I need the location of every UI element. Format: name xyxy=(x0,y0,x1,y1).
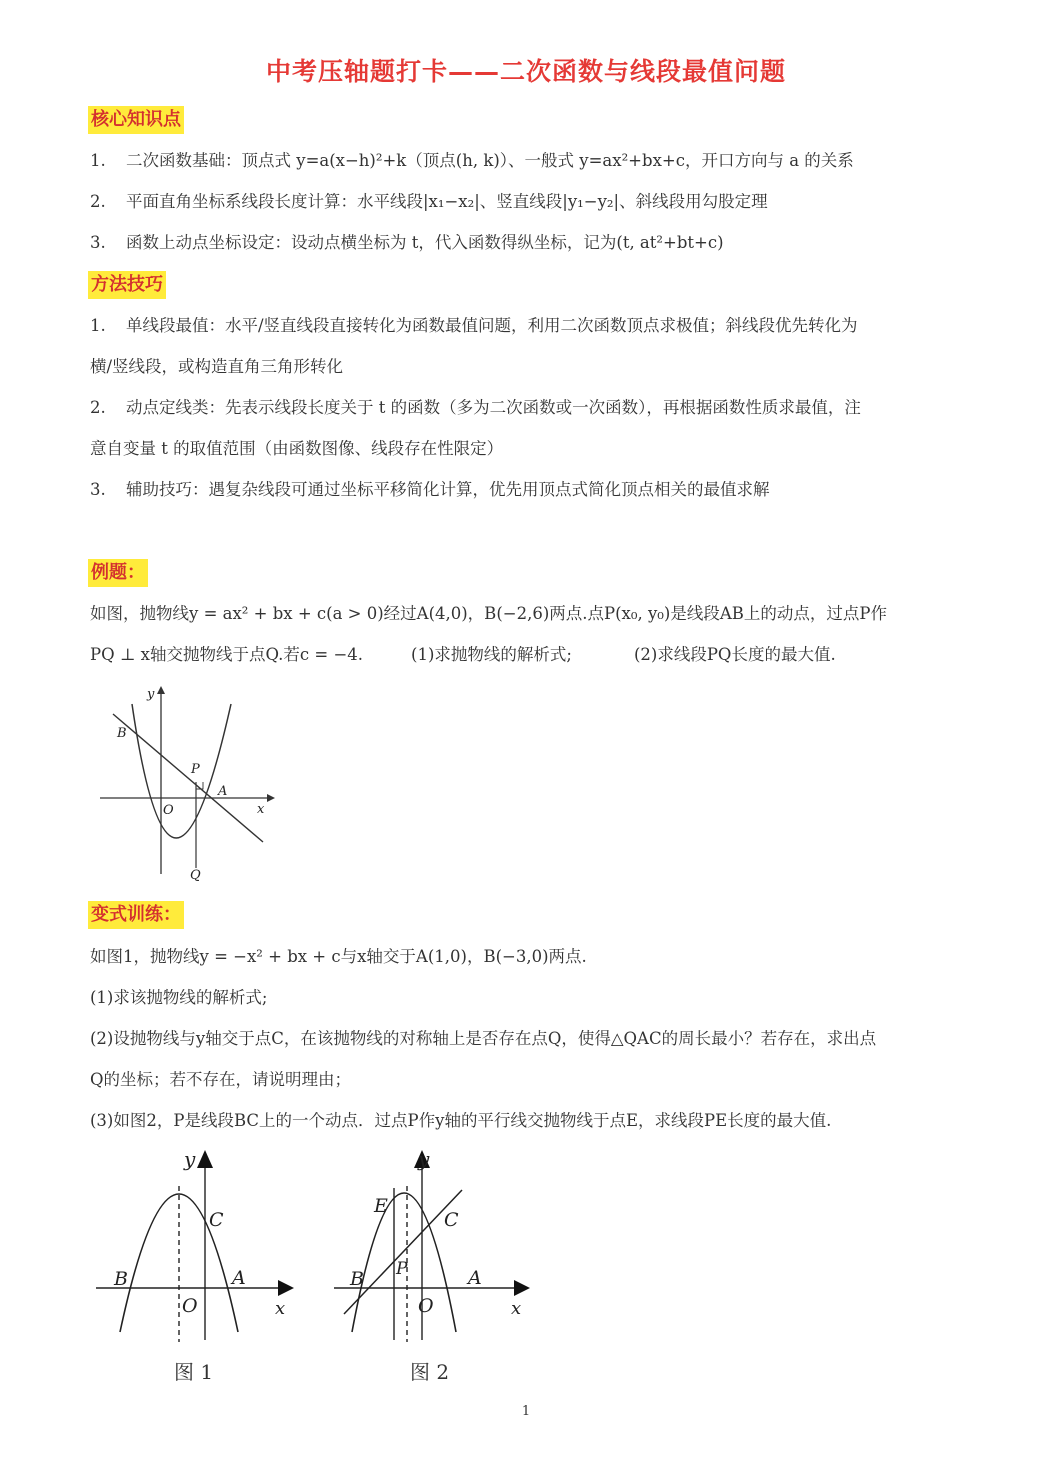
method-item-1-line1: 单线段最值：水平/竖直线段直接转化为函数最值问题，利用二次函数顶点求极值；斜线段优先转化为 xyxy=(126,316,858,335)
core-item-1-text: 二次函数基础：顶点式 y=a(x−h)²+k（顶点(h, k)）、一般式 y=ax²+bx+c，开口方向与 a 的关系 xyxy=(126,151,854,170)
example-y-arrow xyxy=(157,686,165,694)
fig1-x-arrow xyxy=(278,1280,294,1296)
example-line-2 xyxy=(90,644,836,666)
fig1-label-c: C xyxy=(209,1209,224,1231)
example-label-p: P xyxy=(191,762,200,777)
method-item-2-line1: 动点定线类：先表示线段长度关于 t 的函数（多为二次函数或一次函数），再根据函数性质求最值，注 xyxy=(126,398,861,417)
method-item-2-num: 2. xyxy=(90,398,106,417)
example-question-2: (2)求线段PQ长度的最大值. xyxy=(633,645,836,664)
fig2-label-a: A xyxy=(468,1267,482,1289)
practice-line-4: Q的坐标；若不存在，请说明理由； xyxy=(90,1070,352,1089)
method-item-3-line1: 辅助技巧：遇复杂线段可通过坐标平移简化计算，优先用顶点式简化顶点相关的最值求解 xyxy=(126,480,770,499)
page-title: 中考压轴题打卡——二次函数与线段最值问题 xyxy=(265,57,786,86)
fig2-x-arrow xyxy=(514,1280,530,1296)
example-label-b: B xyxy=(117,726,127,741)
section-example-heading: 例题： xyxy=(88,559,148,587)
fig1-y-arrow xyxy=(197,1150,213,1168)
fig2-label-o: O xyxy=(418,1295,434,1317)
example-line-2a: PQ ⊥ x轴交抛物线于点Q.若c = −4. xyxy=(90,645,364,664)
example-parabola xyxy=(132,704,231,838)
fig1-label-a: A xyxy=(232,1267,246,1289)
core-item-2-num: 2. xyxy=(90,192,106,211)
method-item-2-cont: 意自变量 t 的取值范围（由函数图像、线段存在性限定） xyxy=(90,439,504,458)
fig2-label-y: y xyxy=(418,1147,430,1171)
fig1-caption: 图 1 xyxy=(174,1360,214,1384)
example-label-a: A xyxy=(218,784,228,799)
fig1-label-o: O xyxy=(182,1295,198,1317)
core-item-3-num: 3. xyxy=(90,233,106,252)
fig2-label-p: P xyxy=(396,1259,408,1279)
practice-figure-1 xyxy=(92,1144,302,1344)
method-item-1 xyxy=(90,315,858,337)
fig2-caption: 图 2 xyxy=(410,1360,450,1384)
section-core-heading: 核心知识点 xyxy=(88,106,184,134)
example-label-x: x xyxy=(257,802,265,817)
method-item-3 xyxy=(90,479,770,501)
core-item-3-text: 函数上动点坐标设定：设动点横坐标为 t，代入函数得纵坐标，记为(t, at²+bt+c) xyxy=(126,233,724,252)
practice-line-5: (3)如图2，P是线段BC上的一个动点．过点P作y轴的平行线交抛物线于点E，求线段PE长度的最大值. xyxy=(90,1111,832,1130)
section-practice-heading: 变式训练： xyxy=(88,901,184,929)
example-line-ab xyxy=(113,714,263,842)
core-item-1 xyxy=(90,150,854,172)
example-label-y: y xyxy=(147,687,155,702)
core-item-2-text: 平面直角坐标系线段长度计算：水平线段|x₁−x₂|、竖直线段|y₁−y₂|、斜线段用勾股定理 xyxy=(126,192,768,211)
method-item-3-num: 3. xyxy=(90,480,106,499)
example-line-1: 如图，抛物线y = ax² + bx + c(a > 0)经过A(4,0)，B(−2,6)两点.点P(x₀, y₀)是线段AB上的动点，过点P作 xyxy=(90,604,887,623)
example-label-q: Q xyxy=(190,868,201,882)
example-label-o: O xyxy=(163,803,174,818)
practice-line-1: 如图1，抛物线y = −x² + bx + c与x轴交于A(1,0)，B(−3,0)两点. xyxy=(90,947,587,966)
method-item-1-num: 1. xyxy=(90,316,106,335)
practice-line-3: (2)设抛物线与y轴交于点C，在该抛物线的对称轴上是否存在点Q，使得△QAC的周长最小？若存在，求出点 xyxy=(90,1029,877,1048)
example-figure xyxy=(95,682,280,882)
fig2-label-e: E xyxy=(374,1195,388,1217)
practice-line-2: (1)求该抛物线的解析式; xyxy=(90,988,268,1007)
fig1-label-x: x xyxy=(275,1298,286,1319)
core-item-1-num: 1. xyxy=(90,151,106,170)
practice-figure-2 xyxy=(330,1144,540,1344)
example-x-arrow xyxy=(267,794,275,802)
fig2-label-b: B xyxy=(350,1268,364,1290)
method-item-1-cont: 横/竖线段，或构造直角三角形转化 xyxy=(90,357,344,376)
example-question-1: (1)求抛物线的解析式; xyxy=(411,645,572,664)
page-number: 1 xyxy=(521,1404,531,1419)
core-item-3 xyxy=(90,232,724,254)
section-method-heading: 方法技巧 xyxy=(88,271,166,299)
fig2-label-c: C xyxy=(444,1209,459,1231)
fig1-label-y: y xyxy=(184,1147,196,1171)
method-item-2 xyxy=(90,397,861,419)
fig1-label-b: B xyxy=(114,1268,128,1290)
core-item-2 xyxy=(90,191,768,213)
fig2-label-x: x xyxy=(511,1298,522,1319)
